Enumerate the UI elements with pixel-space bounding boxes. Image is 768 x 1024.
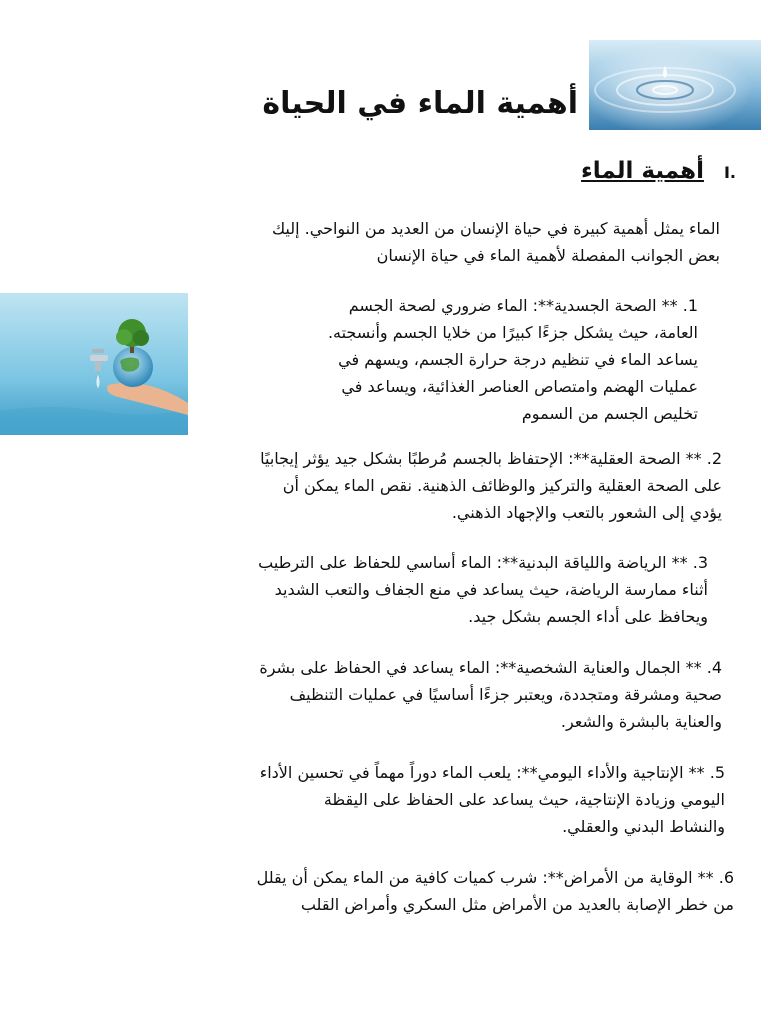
section-heading	[581, 158, 736, 184]
page-title: أهمية الماء في الحياة	[262, 86, 578, 121]
point-line: والنشاط البدني والعقلي.	[562, 817, 725, 836]
point-line: 6. ** الوقاية من الأمراض**: شرب كميات كافية من الماء يمكن أن يقلل	[256, 868, 734, 887]
point-line: العامة، حيث يشكل جزءًا كبيرًا من خلايا الجسم وأنسجته.	[327, 323, 698, 342]
point-1	[328, 292, 698, 427]
point-5	[260, 759, 725, 840]
section-number: I.	[723, 163, 736, 182]
point-4	[259, 654, 722, 735]
point-line: 3. ** الرياضة واللياقة البدنية**: الماء أساسي للحفاظ على الترطيب	[258, 553, 708, 572]
point-line: والعناية بالبشرة والشعر.	[560, 712, 722, 731]
section-title: أهمية الماء	[581, 158, 704, 184]
earth-hand-image	[0, 293, 188, 435]
point-line: 1. ** الصحة الجسدية**: الماء ضروري لصحة الجسم	[348, 296, 698, 315]
point-line: يؤدي إلى الشعور بالتعب والإجهاد الذهني.	[451, 503, 722, 522]
point-3	[258, 549, 708, 630]
point-line: صحية ومشرقة ومتجددة، ويعتبر جزءًا أساسيًا في عمليات التنظيف	[289, 685, 722, 704]
point-line: 5. ** الإنتاجية والأداء اليومي**: يلعب الماء دوراً مهماً في تحسين الأداء	[259, 763, 725, 782]
point-line: أثناء ممارسة الرياضة، حيث يساعد في منع الجفاف والتعب الشديد	[274, 580, 708, 599]
water-drop-image	[589, 40, 761, 130]
point-line: ويحافظ على أداء الجسم بشكل جيد.	[468, 607, 708, 626]
point-line: تخليص الجسم من السموم	[521, 404, 698, 423]
point-line: 4. ** الجمال والعناية الشخصية**: الماء يساعد في الحفاظ على بشرة	[259, 658, 722, 677]
point-6	[257, 864, 734, 918]
intro-line: الماء يمثل أهمية كبيرة في حياة الإنسان من العديد من النواحي. إليك	[271, 219, 720, 238]
point-line: على الصحة العقلية والتركيز والوظائف الذهنية. نقص الماء يمكن أن	[282, 476, 722, 495]
point-line: اليومي وزيادة الإنتاجية، حيث يساعد على الحفاظ على اليقظة	[323, 790, 725, 809]
point-line: 2. ** الصحة العقلية**: الإحتفاظ بالجسم مُرطبًا بشكل جيد يؤثر إيجابيًا	[260, 449, 722, 468]
point-2	[260, 445, 722, 526]
point-line: عمليات الهضم وامتصاص العناصر الغذائية، ويساعد في	[341, 377, 698, 396]
intro-paragraph	[272, 215, 720, 269]
intro-line: بعض الجوانب المفصلة لأهمية الماء في حياة الإنسان	[376, 246, 720, 265]
point-line: يساعد الماء في تنظيم درجة حرارة الجسم، ويسهم في	[338, 350, 698, 369]
point-line: من خطر الإصابة بالعديد من الأمراض مثل السكري وأمراض القلب	[300, 895, 734, 914]
